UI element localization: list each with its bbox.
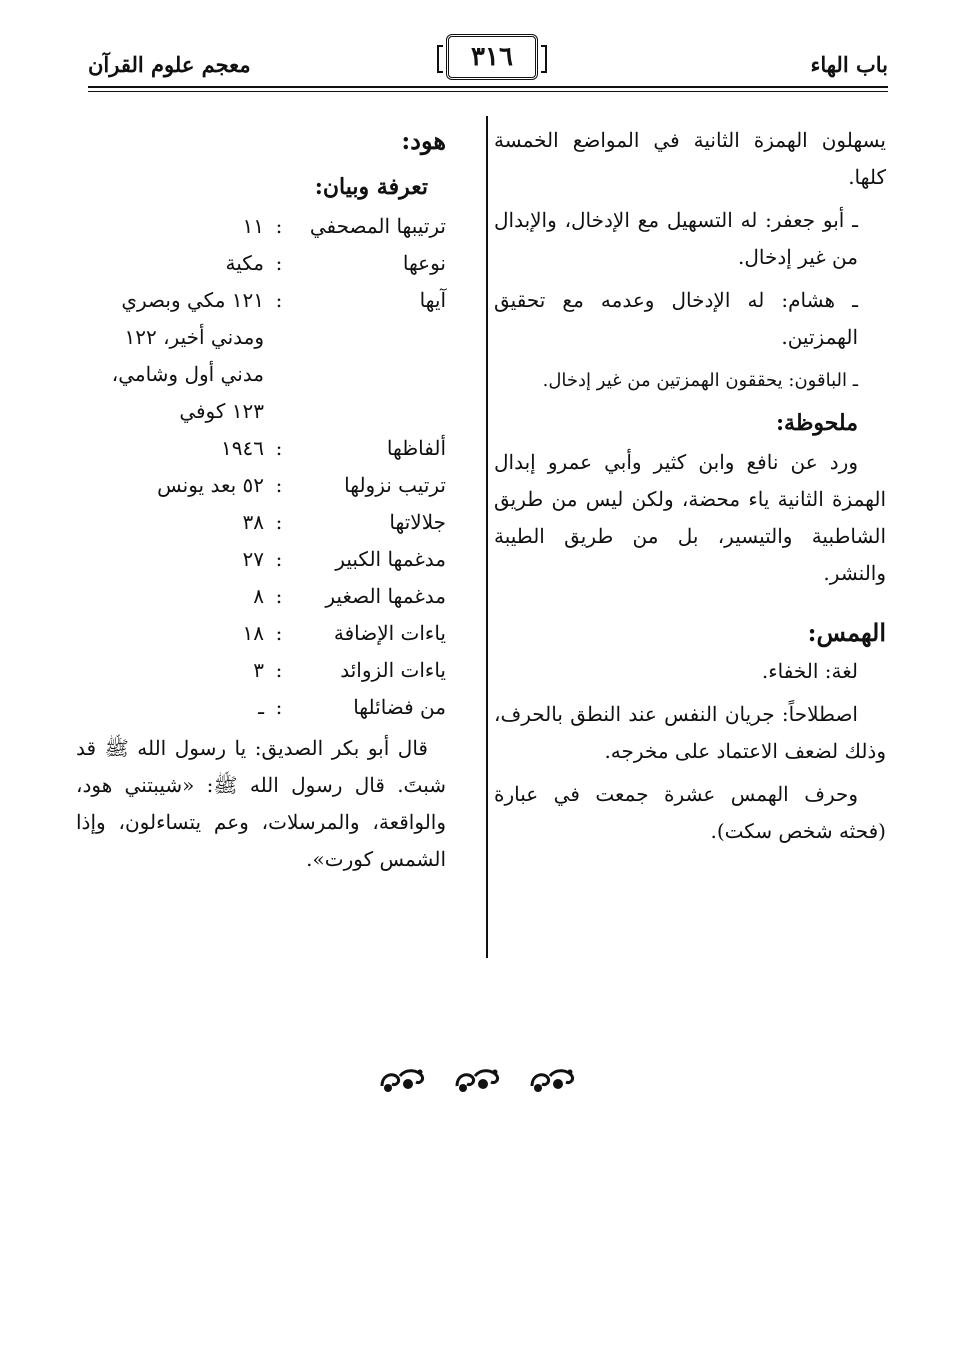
hams-language: لغة: الخفاء. xyxy=(761,659,858,683)
info-row xyxy=(76,615,446,652)
info-value: مكية xyxy=(225,251,264,275)
info-value: ١٨ xyxy=(242,621,264,645)
paragraph-tashil: يسهلون الهمزة الثانية في المواضع الخمسة كلها. xyxy=(494,128,886,189)
info-row xyxy=(76,689,446,726)
note-text: ورد عن نافع وابن كثير وأبي عمرو إبدال الهمزة الثانية ياء محضة، ولكن ليس من طريق الشاطبية والتيسير، بل من طريق الطيبة والنشر. xyxy=(494,450,886,585)
info-colon: : xyxy=(275,547,283,571)
info-colon: : xyxy=(275,584,283,608)
right-column xyxy=(494,122,886,856)
info-key: ألفاظها xyxy=(386,436,446,460)
info-value: ٣ xyxy=(253,658,264,682)
info-row xyxy=(76,504,446,541)
info-colon: : xyxy=(275,658,283,682)
info-row xyxy=(76,430,446,467)
paragraph-hisham: ـ هشام: له الإدخال وعدمه مع تحقيق الهمزتين. xyxy=(494,288,858,349)
header-rule xyxy=(88,86,888,88)
hams-heading: الهمس: xyxy=(807,618,886,647)
info-key: من فضائلها xyxy=(353,695,446,719)
virtue-text: قال أبو بكر الصديق: يا رسول الله ﷺ قد شبتَ. قال رسول الله ﷺ: «شيبتني هود، والواقعة، والمرسلات، وعم يتساءلون، وإذا الشمس كورت». xyxy=(76,736,446,871)
book-title: معجم علوم القرآن xyxy=(88,52,251,77)
floral-ornament-icon xyxy=(378,1064,428,1094)
info-colon: : xyxy=(275,251,283,275)
floral-ornament-icon xyxy=(528,1064,578,1094)
surah-info-table xyxy=(76,208,446,726)
info-key: ياءات الزوائد xyxy=(340,658,446,682)
surah-heading: هود: xyxy=(401,126,446,155)
info-row xyxy=(76,578,446,615)
info-key: مدغمها الكبير xyxy=(335,547,446,571)
info-colon: : xyxy=(275,288,283,312)
info-value: ـ xyxy=(258,695,264,719)
page-number: ٣١٦ xyxy=(471,42,513,72)
intro-heading: تعرفة وبيان: xyxy=(314,174,428,200)
info-key: ترتيبها المصحفي xyxy=(309,214,446,238)
info-row xyxy=(76,467,446,504)
left-column xyxy=(76,122,446,884)
end-ornament xyxy=(378,1064,578,1096)
column-divider xyxy=(486,116,488,958)
info-key: مدغمها الصغير xyxy=(325,584,446,608)
info-value: ٥٢ بعد يونس xyxy=(157,473,264,497)
info-row xyxy=(76,208,446,245)
hams-letters: وحرف الهمس عشرة جمعت في عبارة (فحثه شخص سكت). xyxy=(494,782,886,843)
info-row xyxy=(76,282,446,430)
page-number-box xyxy=(446,34,538,80)
info-value: ١٢١ مكي وبصري ومدني أخير، ١٢٢ مدني أول وشامي، ١٢٣ كوفي xyxy=(111,288,264,423)
info-value: ١١ xyxy=(242,214,264,238)
info-colon: : xyxy=(275,695,283,719)
info-row xyxy=(76,652,446,689)
header-rule-thin xyxy=(88,91,888,92)
info-colon: : xyxy=(275,214,283,238)
info-key: نوعها xyxy=(402,251,446,275)
info-colon: : xyxy=(275,621,283,645)
info-value: ٨ xyxy=(253,584,264,608)
paragraph-others: ـ الباقون: يحققون الهمزتين من غير إدخال. xyxy=(542,370,858,391)
info-colon: : xyxy=(275,510,283,534)
chapter-title: باب الهاء xyxy=(810,52,888,77)
info-colon: : xyxy=(275,473,283,497)
info-value: ٣٨ xyxy=(242,510,264,534)
info-key: آيها xyxy=(419,288,446,312)
info-colon: : xyxy=(275,436,283,460)
info-key: ياءات الإضافة xyxy=(333,621,446,645)
info-value: ١٩٤٦ xyxy=(221,436,264,460)
info-key: ترتيب نزولها xyxy=(344,473,446,497)
paragraph-abu-jafar: ـ أبو جعفر: له التسهيل مع الإدخال، والإبدال من غير إدخال. xyxy=(494,208,858,269)
floral-ornament-icon xyxy=(453,1064,503,1094)
info-key: جلالاتها xyxy=(389,510,446,534)
info-value: ٢٧ xyxy=(242,547,264,571)
info-row xyxy=(76,541,446,578)
note-heading: ملحوظة: xyxy=(775,410,858,436)
info-row xyxy=(76,245,446,282)
hams-terminology: اصطلاحاً: جريان النفس عند النطق بالحرف، وذلك لضعف الاعتماد على مخرجه. xyxy=(494,702,886,763)
